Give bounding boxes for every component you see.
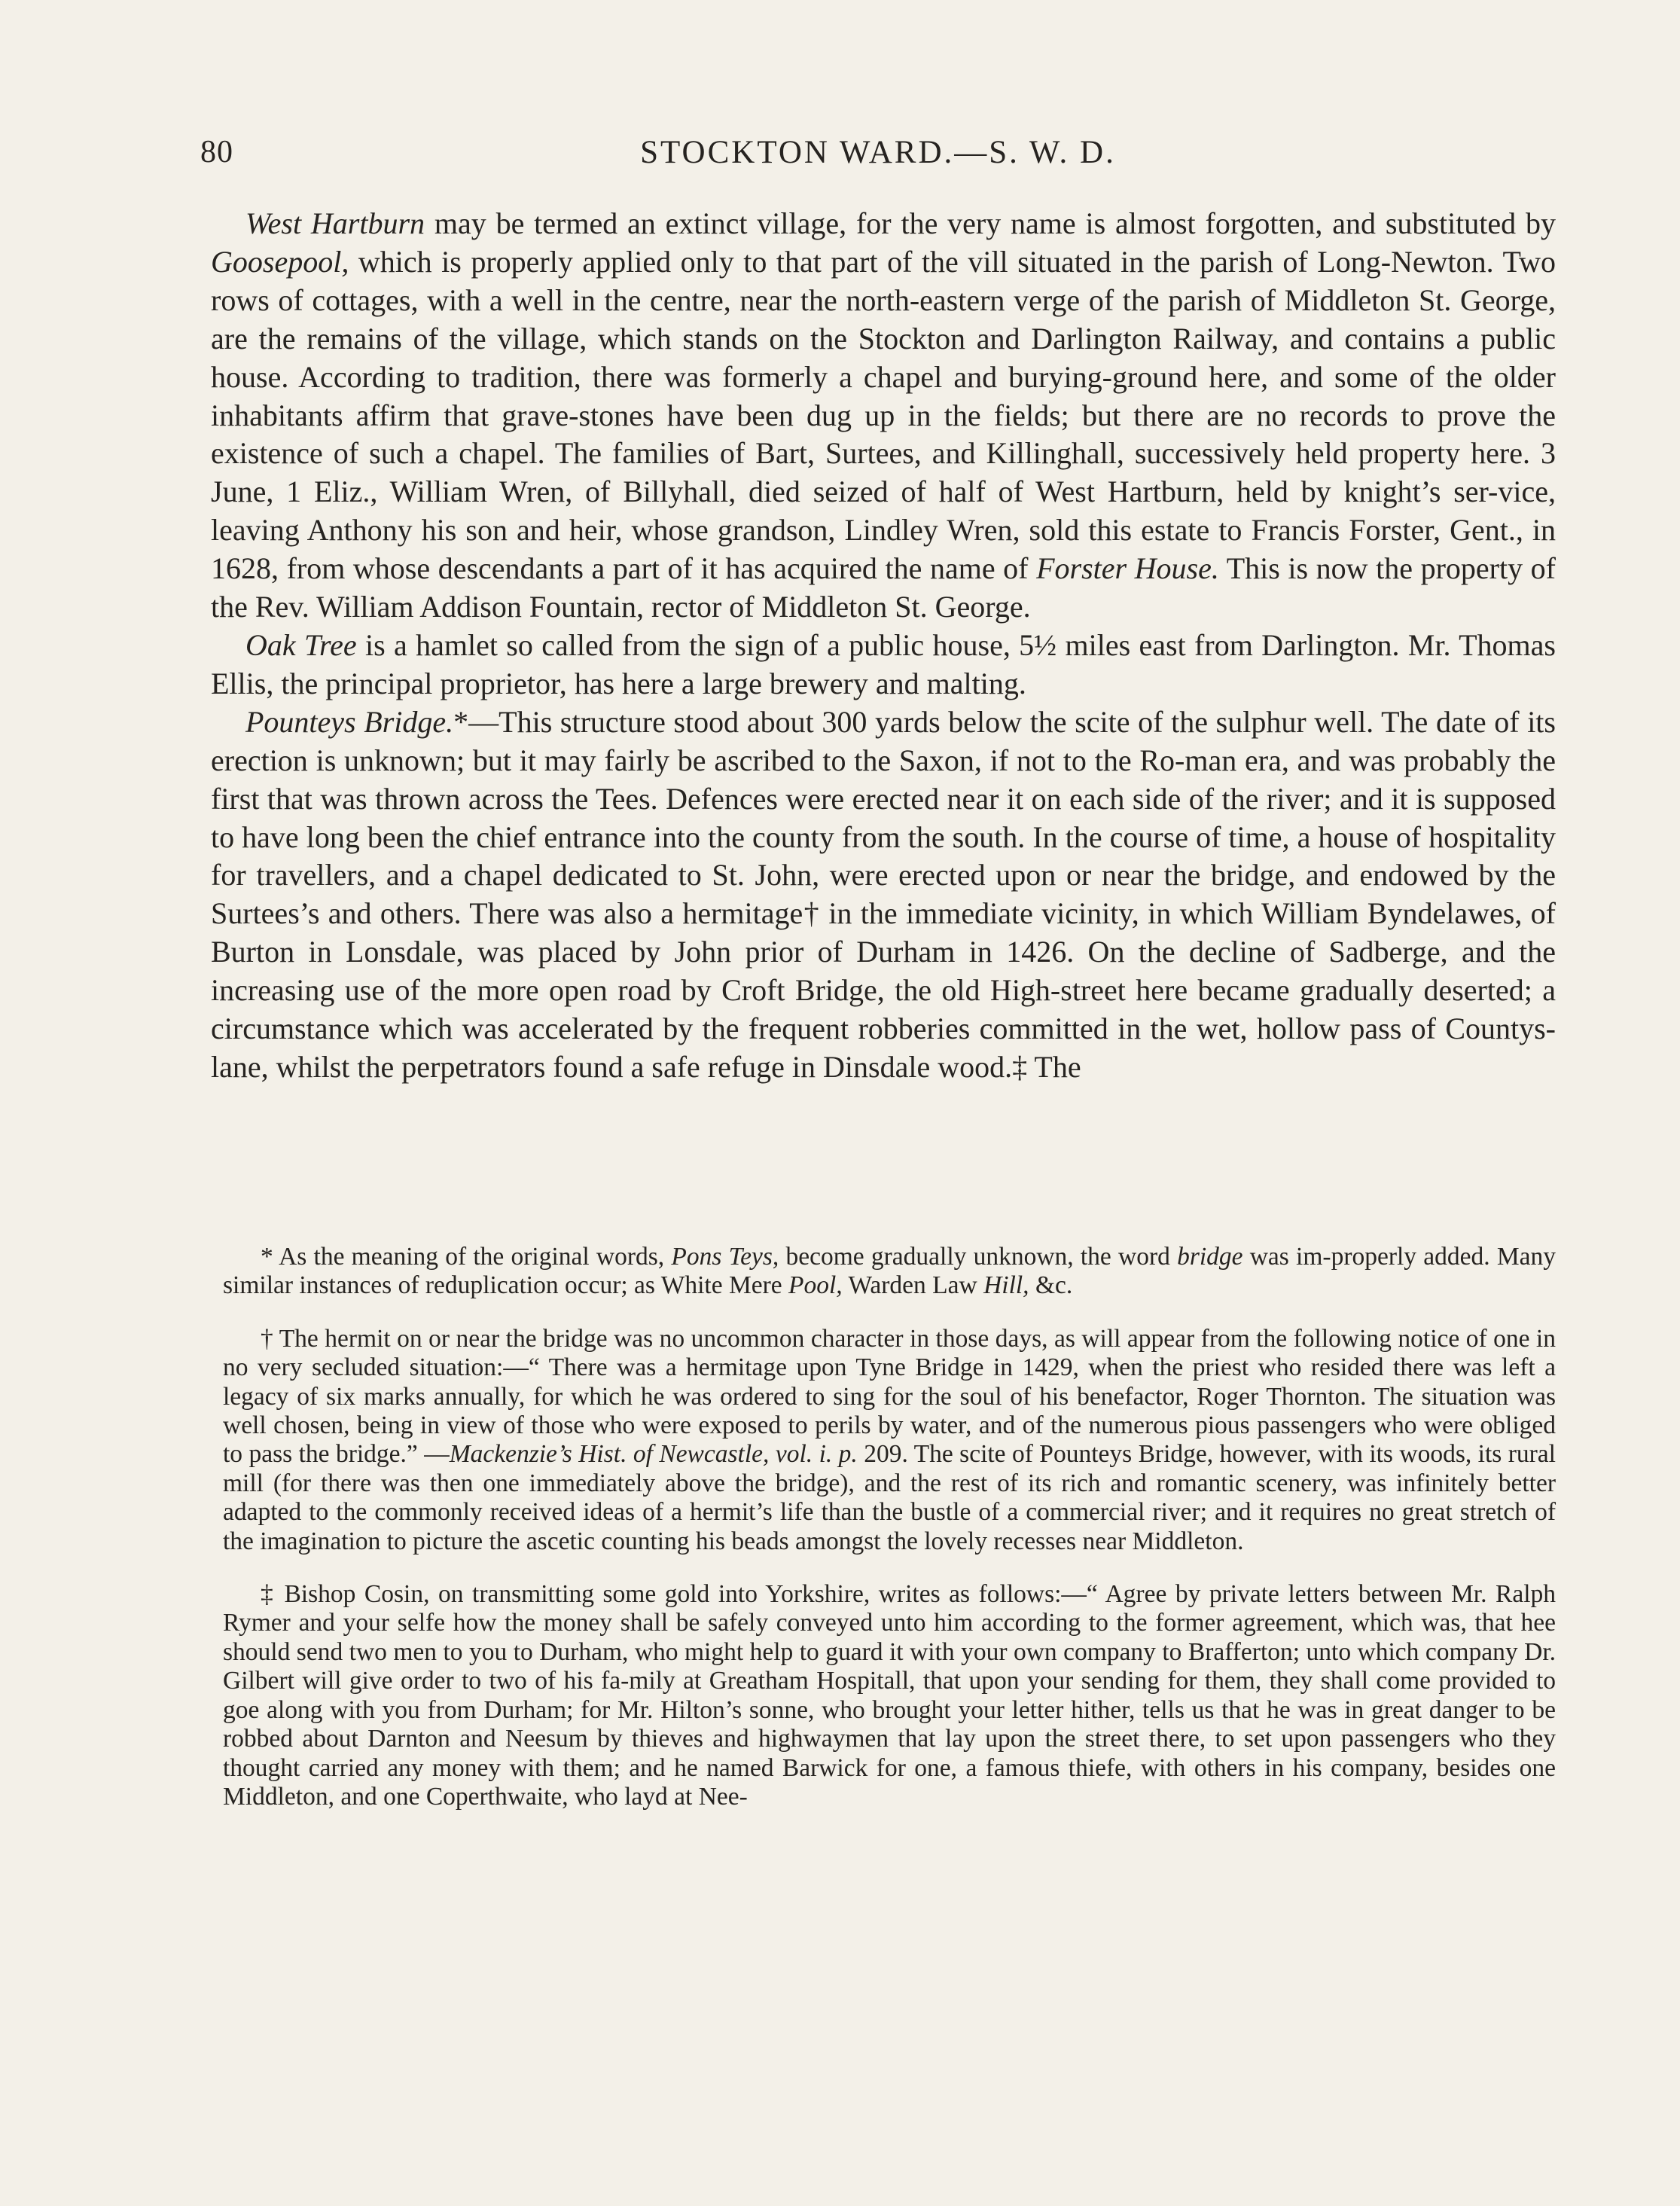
- paragraph-text: which is properly applied only to that part of the vill situated in the parish of Long-Newton. Two rows of cottages, with a well in the centre, near the north-eastern verge of the parish of Middleton St. George, are the remains of the village, which stands on the Stockton and Darlington Railway, and contains a public house. According to tradition, there was formerly a chapel and burying-ground here, and some of the older inhabitants affirm that grave-stones have been dug up in the fields; but there are no records to prove the existence of such a chapel. The families of Bart, Surtees, and Killinghall, successively held property here. 3 June, 1 Eliz., William Wren, of Billyhall, died seized of half of West Hartburn, held by knight’s ser-vice, leaving Anthony his son and heir, whose grandson, Lindley Wren, sold this estate to Francis Forster, Gent., in 1628, from whose descendants a part of it has acquired the name of: [211, 244, 1556, 586]
- paragraph-text: may be termed an extinct village, for the very name is almost forgotten, and substituted by: [425, 206, 1556, 240]
- footnote-double-dagger: [223, 1580, 1556, 1811]
- footnote-text: ‡ Bishop Cosin, on transmitting some gold into Yorkshire, writes as follows:—“ Agree by private letters between Mr. Ralph Rymer and your selfe how the money shall be safely conveyed unto him according to the former agreement, which was, that hee should send two men to you to Durham, who might help to guard it with your own company to Brafferton; unto which company Dr. Gilbert will give order to two of his fa-mily at Greatham Hospitall, that upon your sending for them, they shall come provided to goe along with you from Durham; for Mr. Hilton’s sonne, who brought your letter hither, tells us that he was in great danger to be robbed about Darnton and Neesum by thieves and highwaymen that lay upon the street there, to set upon passengers who they thought carried any money with them; and he named Barwick for one, a famous thiefe, with others in his company, besides one Middleton, and one Coperthwaite, who layd at Nee-: [223, 1580, 1556, 1811]
- footnote-text: was im-properly added. Many similar instances of reduplication occur; as White Mere: [223, 1243, 1556, 1300]
- paragraph-text: This is now the property of the Rev. William Addison Fountain, rector of Middleton St. George.: [211, 551, 1556, 624]
- footnote-text: Warden Law: [842, 1271, 984, 1300]
- paragraph-oak-tree: [211, 627, 1556, 703]
- footnote-text: * As the meaning of the original words,: [261, 1243, 672, 1271]
- paragraph-text: is a hamlet so called from the sign of a public house, 5½ miles east from Darlington. Mr. Thomas Ellis, the principal proprietor, has here a large brewery and malting.: [211, 627, 1556, 700]
- footnote-italic: Pool,: [788, 1271, 843, 1300]
- footnotes: [223, 1243, 1556, 1835]
- running-title: STOCKTON WARD.—S. W. D.: [640, 135, 1116, 170]
- paragraph-lead-italic: West Hartburn: [245, 206, 425, 240]
- footnote-text: † The hermit on or near the bridge was no uncommon character in those days, as will appear from the following notice of one in no very secluded situation:—“ There was a hermitage upon Tyne Bridge in 1429, when the priest who resided there was left a legacy of six marks annually, for which he was ordered to sing for the soul of his benefactor, Roger Thornton. The situation was well chosen, being in view of those who were exposed to perils by water, and of the numerous pious passengers who were obliged to pass the bridge.” —: [223, 1324, 1556, 1469]
- footnote-italic: Hill,: [983, 1271, 1029, 1300]
- footnote-text: &c.: [1029, 1271, 1073, 1300]
- footnote-text: become gradually unknown, the word: [779, 1243, 1178, 1271]
- page-header: [200, 134, 1556, 179]
- footnote-italic: bridge: [1177, 1243, 1243, 1271]
- page-number: 80: [200, 135, 233, 169]
- footnote-dagger: [223, 1325, 1556, 1556]
- footnote-italic: Pons Teys,: [671, 1243, 779, 1271]
- main-text: [211, 205, 1556, 1087]
- paragraph-lead-italic: Pounteys Bridge.: [245, 704, 454, 739]
- footnote-text: 209. The scite of Pounteys Bridge, however, with its woods, its rural mill (for there was then one immediately above the bridge), and the rest of its rich and romantic scenery, was infinitely better adapted to the commonly received ideas of a hermit’s life than the bustle of a commercial river; and it requires no great stretch of the imagination to picture the ascetic counting his beads amongst the lovely recesses near Middleton.: [223, 1440, 1556, 1555]
- paragraph-italic: Goosepool,: [211, 244, 349, 279]
- footnote-italic: Mackenzie’s Hist. of Newcastle, vol. i. p.: [449, 1440, 858, 1469]
- footnote-asterisk: [223, 1243, 1556, 1301]
- paragraph-pounteys-bridge: [211, 703, 1556, 1087]
- paragraph-italic: Forster House.: [1036, 551, 1219, 586]
- paragraph-west-hartburn: [211, 205, 1556, 627]
- paragraph-lead-italic: Oak Tree: [245, 627, 357, 662]
- paragraph-text: *—This structure stood about 300 yards below the scite of the sulphur well. The date of its erection is unknown; but it may fairly be ascribed to the Saxon, if not to the Ro-man era, and was probably the first that was thrown across the Tees. Defences were erected near it on each side of the river; and it is supposed to have long been the chief entrance into the county from the south. In the course of time, a house of hospitality for travellers, and a chapel dedicated to St. John, were erected upon or near the bridge, and endowed by the Surtees’s and others. There was also a hermitage† in the immediate vicinity, in which William Byndelawes, of Burton in Lonsdale, was placed by John prior of Durham in 1426. On the decline of Sadberge, and the increasing use of the more open road by Croft Bridge, the old High-street here became gradually deserted; a circumstance which was accelerated by the frequent robberies committed in the wet, hollow pass of Countys-lane, whilst the perpetrators found a safe refuge in Dinsdale wood.‡ The: [211, 704, 1556, 1084]
